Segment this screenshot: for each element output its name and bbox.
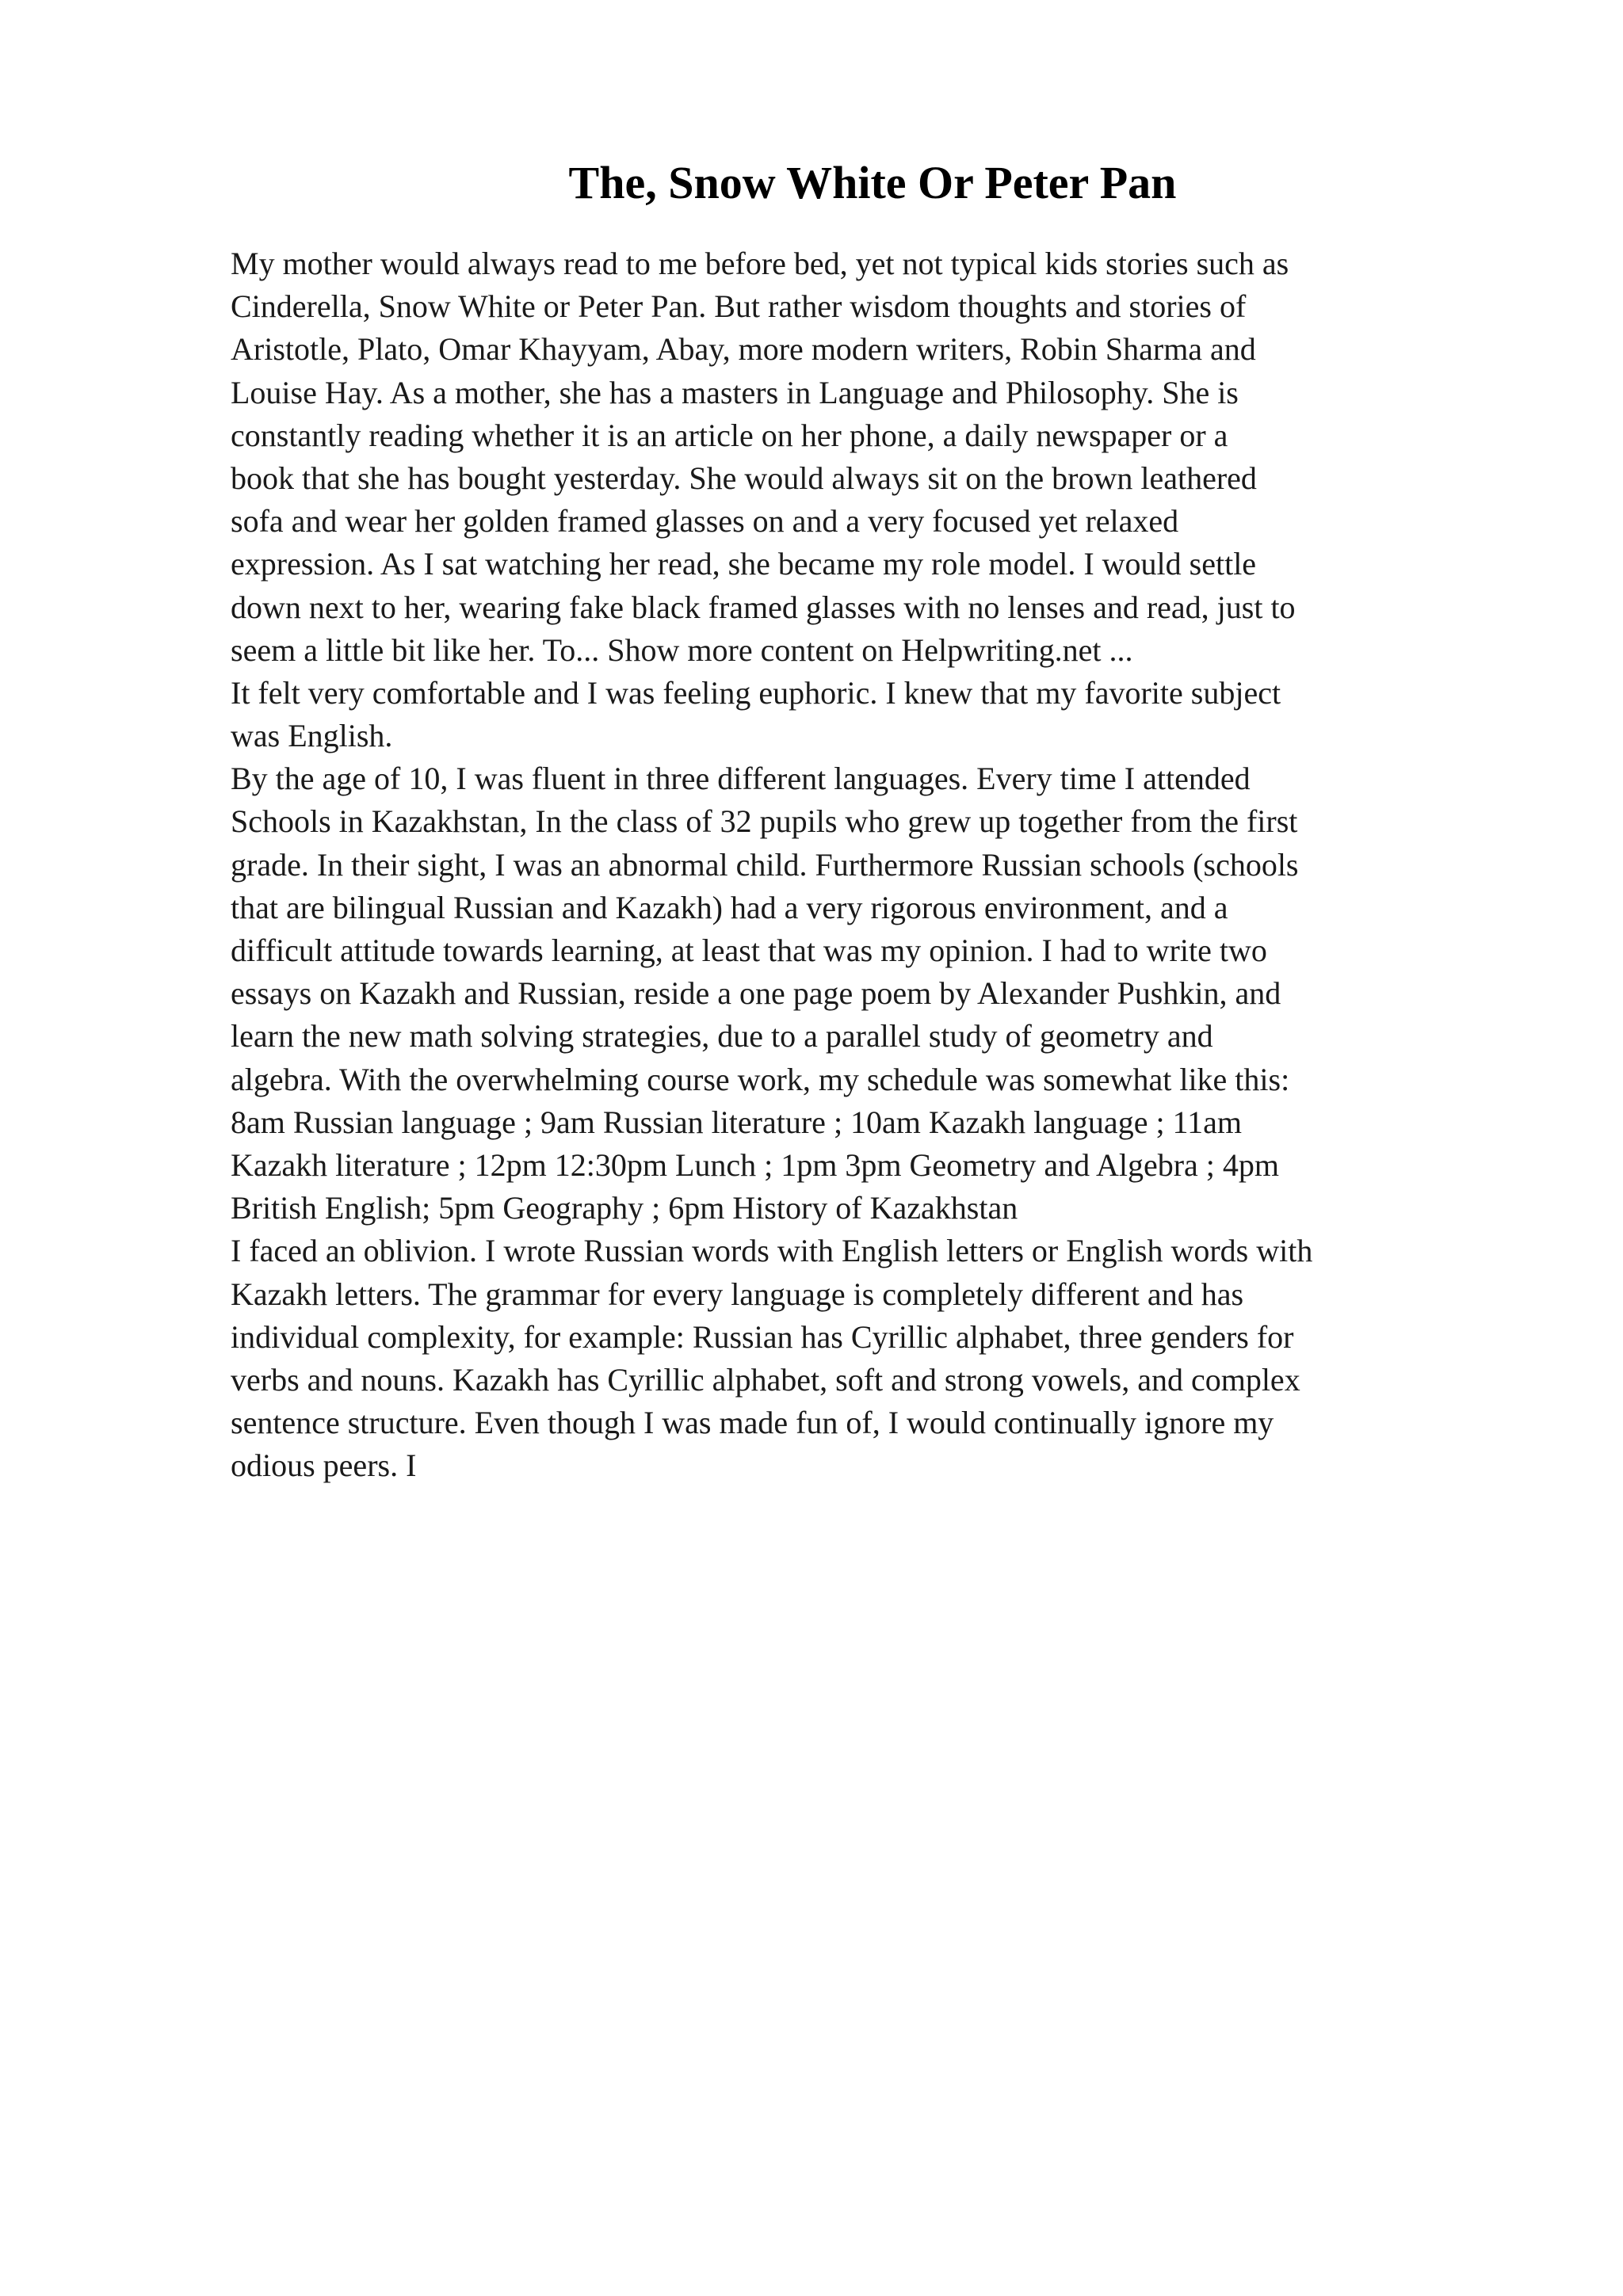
text-line: learn the new math solving strategies, due to a parallel study of geometry and [231,1018,1213,1055]
text-line: It felt very comfortable and I was feeling euphoric. I knew that my favorite subject [231,674,1281,711]
text-line: seem a little bit like her. To... Show more content on Helpwriting.net ... [231,631,1133,668]
text-line: odious peers. I [231,1447,417,1484]
text-line: Aristotle, Plato, Omar Khayyam, Abay, more modern writers, Robin Sharma and [231,331,1256,368]
text-line: grade. In their sight, I was an abnormal child. Furthermore Russian schools (schools [231,846,1299,883]
text-line: algebra. With the overwhelming course work, my schedule was somewhat like this: [231,1061,1290,1097]
text-line: expression. As I sat watching her read, she became my role model. I would settle [231,546,1257,582]
text-line: down next to her, wearing fake black framed glasses with no lenses and read, just to [231,589,1296,625]
text-line: Kazakh letters. The grammar for every language is completely different and has [231,1276,1244,1312]
text-line: book that she has bought yesterday. She would always sit on the brown leathered [231,460,1257,496]
text-line: Kazakh literature ; 12pm 12:30pm Lunch ; 1pm 3pm Geometry and Algebra ; 4pm [231,1146,1280,1183]
text-line: sentence structure. Even though I was made fun of, I would continually ignore my [231,1405,1274,1441]
text-line: I faced an oblivion. I wrote Russian words with English letters or English words with [231,1233,1313,1269]
text-line: British English; 5pm Geography ; 6pm History of Kazakhstan [231,1190,1018,1226]
text-line: Louise Hay. As a mother, she has a masters in Language and Philosophy. She is [231,374,1239,410]
document-body [231,242,1518,1487]
page-title: The, Snow White Or Peter Pan [568,157,1177,208]
text-line: constantly reading whether it is an article on her phone, a daily newspaper or a [231,417,1228,453]
text-line: difficult attitude towards learning, at least that was my opinion. I had to write two [231,933,1267,968]
text-line: individual complexity, for example: Russian has Cyrillic alphabet, three genders for [231,1318,1294,1355]
text-line: essays on Kazakh and Russian, reside a one page poem by Alexander Pushkin, and [231,975,1281,1012]
text-line: was English. [231,718,393,754]
text-line: verbs and nouns. Kazakh has Cyrillic alphabet, soft and strong vowels, and complex [231,1361,1300,1398]
text-line: Schools in Kazakhstan, In the class of 32 pupils who grew up together from the first [231,803,1298,840]
text-line: Cinderella, Snow White or Peter Pan. But rather wisdom thoughts and stories of [231,288,1247,325]
text-line: My mother would always read to me before bed, yet not typical kids stories such as [231,246,1289,281]
text-line: sofa and wear her golden framed glasses on and a very focused yet relaxed [231,503,1179,540]
text-line: By the age of 10, I was fluent in three different languages. Every time I attended [231,761,1251,797]
text-line: that are bilingual Russian and Kazakh) had a very rigorous environment, and a [231,889,1228,925]
text-line: 8am Russian language ; 9am Russian literature ; 10am Kazakh language ; 11am [231,1104,1242,1140]
